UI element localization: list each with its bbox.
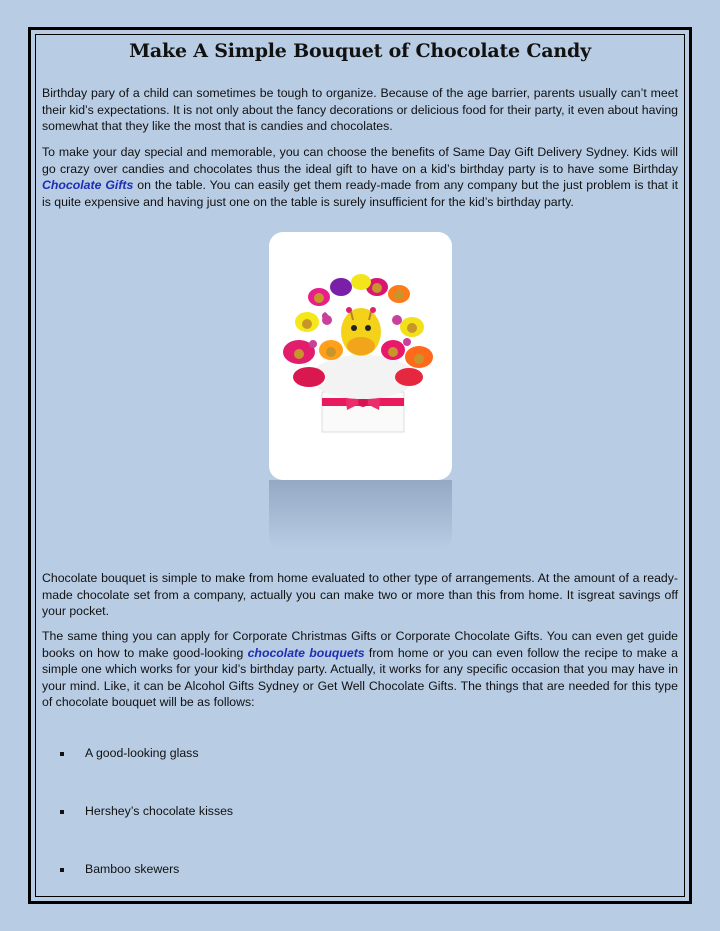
bullet-icon [60, 868, 64, 872]
bullet-icon [60, 752, 64, 756]
chocolate-bouquet-illustration [269, 232, 452, 480]
image-reflection [269, 480, 452, 550]
document-body: Make A Simple Bouquet of Chocolate Candy Birthday pary of a child can sometimes be tough to organize. Because of the age barrier, parents usually can’t meet their kid’s expectations. It is not only about the fancy decorations or delicious food for their party, it even about having somewhat that they like the most that is candies and chocolates. To make your day special and memorable, you can choose the benefits of Same Day Gift Delivery Sydney. Kids will go crazy over candies and chocolates thus the ideal gift to have on a kid’s birthday party is to have some Birthday Chocolate Gifts on the table. You can easily get them ready-made from any company but the just problem is that it is quite expensive and having just one on the table is surely insufficient for the kid’s birthday party. Chocolate bouquet is simple to make from home evaluated to other type of arrangements. At the amount of a ready-made chocolate set from a company, actually you can make two or more than this from home. It isgreat savings off your pocket. The same thing you can apply for Corporate Christmas Gifts or Corporate Chocolate Gifts. You can even get guide books on how to make good-looking chocolate bouquets from home or you can even follow the recipe to make a simple one which works for your kid’s birthday party. Actually, it works for any specific occasion that you may have in your mind. Like, it can be Alcohol Gifts Sydney or Get Well Chocolate Gifts. The things that are needed for this type of chocolate bouquet will be as follows: A good-looking glass Hershey’s chocolate kisses Bamboo skewers [42, 40, 679, 876]
bouquet-image [269, 232, 452, 480]
paragraph-text: The same thing you can apply for Corporate Christmas Gifts or Corporate Chocolate Gifts. You can even get guide books on how to make good-looking [42, 629, 678, 660]
paragraph-delivery [42, 144, 678, 210]
paragraph-corporate [42, 628, 678, 711]
paragraph-text: on the table. You can easily get them ready-made from any company but the just problem is that it is quite expensive and having just one on the table is surely insufficient for the kid’s birthday party. [42, 178, 679, 209]
chocolate-gifts-link[interactable]: Chocolate Gifts [42, 178, 134, 193]
bullet-icon [60, 810, 64, 814]
paragraph-text: To make your day special and memorable, you can choose the benefits of Same Day Gift Delivery Sydney. Kids will go crazy over candies and chocolates thus the ideal gift to have on a kid’s birthday party is to have some Birthday [42, 145, 678, 176]
page-title: Make A Simple Bouquet of Chocolate Candy [129, 40, 591, 62]
chocolate-bouquets-link[interactable]: chocolate bouquets [247, 645, 365, 660]
paragraph-text: from home or you can even follow the recipe to make a simple one which works for your kid’s birthday party. Actually, it works for any specific occasion that you may have in your mind. Like, it can be Alcohol Gifts Sydney or Get Well Chocolate Gifts. The things that are needed for this type of chocolate bouquet will be as follows: [42, 645, 678, 710]
paragraph-savings: Chocolate bouquet is simple to make from home evaluated to other type of arrangements. At the amount of a ready-made chocolate set from a company, actually you can make two or more than this from home. It isgreat savings off your pocket. [42, 571, 678, 619]
paragraph-intro: Birthday pary of a child can sometimes be tough to organize. Because of the age barrier, parents usually can’t meet their kid’s expectations. It is not only about the fancy decorations or delicious food for their party, it even about having somewhat that they like the most that is candies and chocolates. [42, 86, 678, 134]
